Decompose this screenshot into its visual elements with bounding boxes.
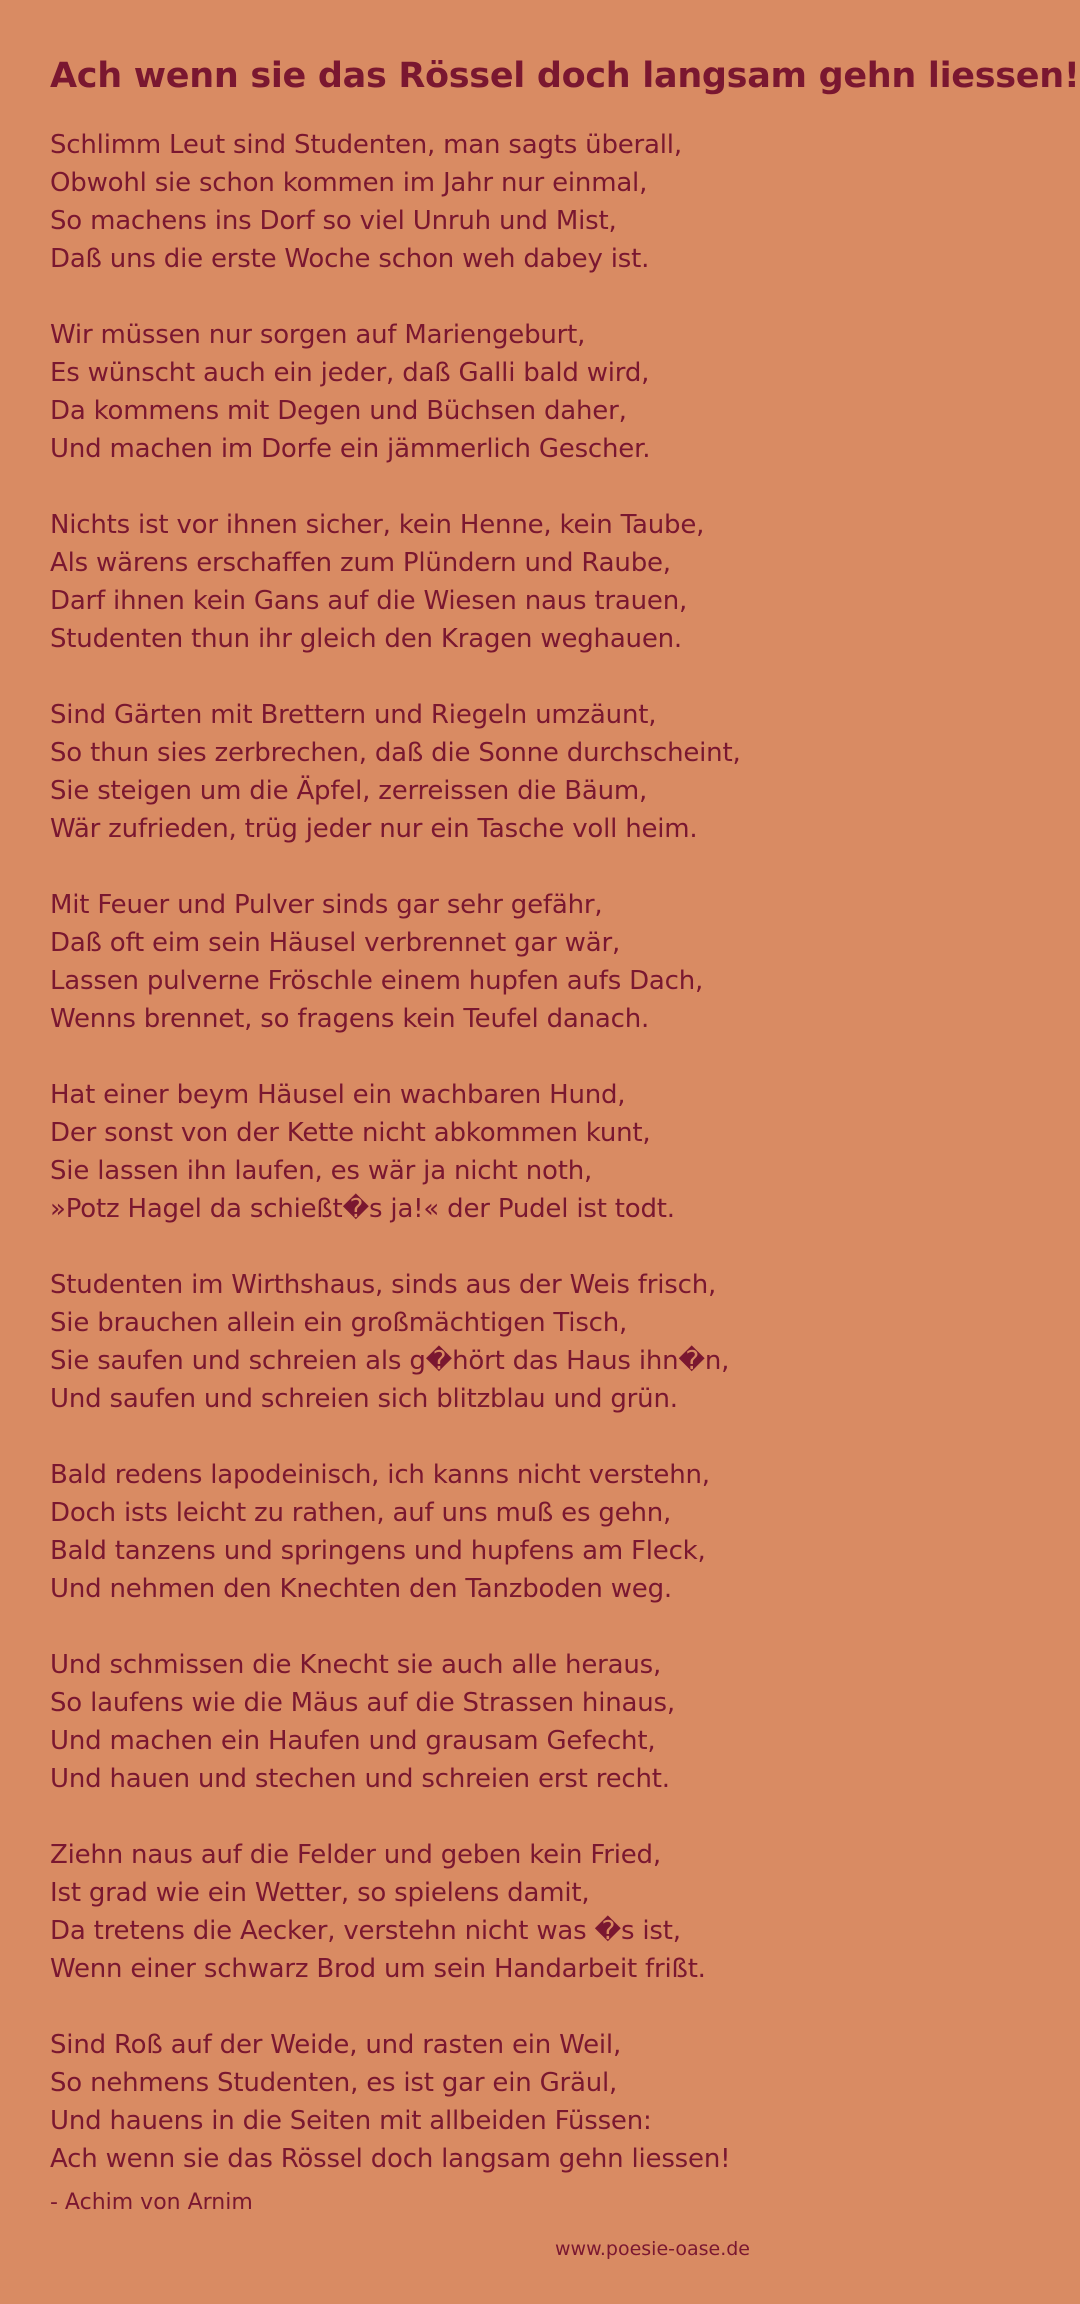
poem-line: Studenten im Wirthshaus, sinds aus der Weis frisch, xyxy=(50,1270,717,1300)
poem-line: So nehmens Studenten, es ist gar ein Gräul, xyxy=(50,2068,618,2098)
stanza xyxy=(50,1646,741,1798)
poem-line: Lassen pulverne Fröschle einem hupfen aufs Dach, xyxy=(50,966,704,996)
poem-line: Nichts ist vor ihnen sicher, kein Henne, kein Taube, xyxy=(50,510,705,540)
poem-line: Sie saufen und schreien als g�hört das Haus ihn�n, xyxy=(50,1346,730,1376)
stanza xyxy=(50,126,741,278)
poem-line: »Potz Hagel da schießt�s ja!« der Pudel ist todt. xyxy=(50,1194,675,1224)
stanza xyxy=(50,1456,741,1608)
poem-line: Ach wenn sie das Rössel doch langsam gehn liessen! xyxy=(50,2144,731,2174)
poem-line: Ziehn naus auf die Felder und geben kein Fried, xyxy=(50,1840,661,1870)
website-credit: www.poesie-oase.de xyxy=(554,2238,750,2260)
poem-line: Wär zufrieden, trüg jeder nur ein Tasche voll heim. xyxy=(50,814,698,844)
poem-line: So thun sies zerbrechen, daß die Sonne durchscheint, xyxy=(50,738,741,768)
poem-line: Hat einer beym Häusel ein wachbaren Hund, xyxy=(50,1080,626,1110)
poem-line: Und schmissen die Knecht sie auch alle heraus, xyxy=(50,1650,662,1680)
poem-page xyxy=(50,0,1080,2304)
stanza xyxy=(50,696,741,848)
stanza xyxy=(50,2026,741,2178)
poem-line: Obwohl sie schon kommen im Jahr nur einmal, xyxy=(50,168,648,198)
poem-line: Studenten thun ihr gleich den Kragen weghauen. xyxy=(50,624,682,654)
poem-line: Schlimm Leut sind Studenten, man sagts überall, xyxy=(50,130,682,160)
poem-line: Mit Feuer und Pulver sinds gar sehr gefähr, xyxy=(50,890,603,920)
stanza xyxy=(50,1266,741,1418)
stanza xyxy=(50,506,741,658)
stanza xyxy=(50,1076,741,1228)
poem-line: Es wünscht auch ein jeder, daß Galli bald wird, xyxy=(50,358,650,388)
poem-line: Sie brauchen allein ein großmächtigen Tisch, xyxy=(50,1308,628,1338)
poem-line: Und hauens in die Seiten mit allbeiden Füssen: xyxy=(50,2106,652,2136)
poem-line: Wenns brennet, so fragens kein Teufel danach. xyxy=(50,1004,650,1034)
poem-line: So machens ins Dorf so viel Unruh und Mist, xyxy=(50,206,617,236)
poem-line: Daß uns die erste Woche schon weh dabey ist. xyxy=(50,244,650,274)
poem-line: Bald tanzens und springens und hupfens am Fleck, xyxy=(50,1536,706,1566)
poem-line: Wir müssen nur sorgen auf Mariengeburt, xyxy=(50,320,586,350)
poem-line: Sie steigen um die Äpfel, zerreissen die Bäum, xyxy=(50,776,648,806)
poem-line: Sind Roß auf der Weide, und rasten ein Weil, xyxy=(50,2030,622,2060)
poem-line: Und saufen und schreien sich blitzblau und grün. xyxy=(50,1384,678,1414)
poem-line: Und machen im Dorfe ein jämmerlich Gescher. xyxy=(50,434,651,464)
poem-line: Da kommens mit Degen und Büchsen daher, xyxy=(50,396,627,426)
poem-line: Darf ihnen kein Gans auf die Wiesen naus trauen, xyxy=(50,586,688,616)
poem-line: Als wärens erschaffen zum Plündern und Raube, xyxy=(50,548,671,578)
poem-line: Bald redens lapodeinisch, ich kanns nicht verstehn, xyxy=(50,1460,710,1490)
poem-line: Und nehmen den Knechten den Tanzboden weg. xyxy=(50,1574,672,1604)
poem-line: Da tretens die Aecker, verstehn nicht was �s ist, xyxy=(50,1916,681,1946)
poem-line: Sind Gärten mit Brettern und Riegeln umzäunt, xyxy=(50,700,657,730)
poem-line: Sie lassen ihn laufen, es wär ja nicht noth, xyxy=(50,1156,593,1186)
stanza xyxy=(50,1836,741,1988)
poem-line: So laufens wie die Mäus auf die Strassen hinaus, xyxy=(50,1688,675,1718)
stanza xyxy=(50,886,741,1038)
poem-line: Daß oft eim sein Häusel verbrennet gar wär, xyxy=(50,928,621,958)
poem-body xyxy=(50,126,741,2216)
poem-line: Doch ists leicht zu rathen, auf uns muß es gehn, xyxy=(50,1498,672,1528)
poem-line: Und machen ein Haufen und grausam Gefecht, xyxy=(50,1726,656,1756)
poem-line: Der sonst von der Kette nicht abkommen kunt, xyxy=(50,1118,651,1148)
poem-author: - Achim von Arnim xyxy=(50,2190,253,2215)
poem-title: Ach wenn sie das Rössel doch langsam gehn liessen! xyxy=(50,56,1080,96)
poem-line: Ist grad wie ein Wetter, so spielens damit, xyxy=(50,1878,590,1908)
poem-line: Wenn einer schwarz Brod um sein Handarbeit frißt. xyxy=(50,1954,706,1984)
poem-line: Und hauen und stechen und schreien erst recht. xyxy=(50,1764,670,1794)
stanza xyxy=(50,316,741,468)
